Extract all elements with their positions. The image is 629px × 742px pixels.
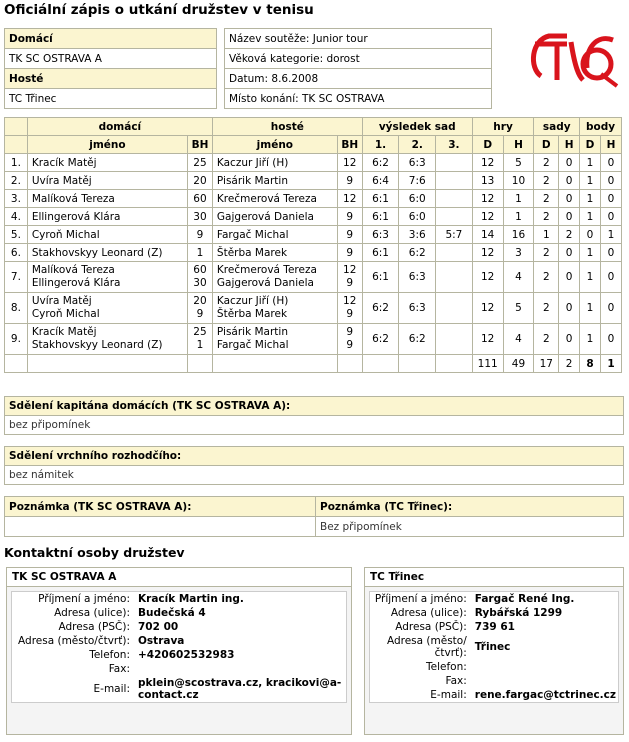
set3 xyxy=(436,208,473,226)
col-h: H xyxy=(559,136,580,154)
set3 xyxy=(436,324,473,355)
points-d: 1 xyxy=(580,244,601,262)
set2: 7:6 xyxy=(399,172,436,190)
match-info-box xyxy=(224,28,492,109)
games-h: 5 xyxy=(503,293,534,324)
home-player: Kracík Matěj xyxy=(27,154,187,172)
table-row xyxy=(5,154,622,172)
total-sets-d: 17 xyxy=(534,355,559,373)
referee-text: bez námitek xyxy=(9,469,74,481)
set1: 6:1 xyxy=(362,190,399,208)
sets-h: 0 xyxy=(559,324,580,355)
guest-player: Fargač Michal xyxy=(212,226,337,244)
totals-row xyxy=(5,355,622,373)
games-h: 3 xyxy=(503,244,534,262)
set3 xyxy=(436,190,473,208)
points-d: 1 xyxy=(580,208,601,226)
set1: 6:4 xyxy=(362,172,399,190)
total-games-d: 111 xyxy=(472,355,503,373)
set1: 6:1 xyxy=(362,208,399,226)
games-h: 5 xyxy=(503,154,534,172)
guest-player: Pisárik Martin xyxy=(212,172,337,190)
referee-label: Sdělení vrchního rozhodčího: xyxy=(5,447,623,466)
games-h: 4 xyxy=(503,262,534,293)
home-players-1: Malíková Tereza xyxy=(31,264,115,276)
points-h: 0 xyxy=(600,293,621,324)
col-guest: hosté xyxy=(212,118,362,136)
sets-h: 0 xyxy=(559,208,580,226)
guest-bh xyxy=(337,262,362,293)
home-label: Domácí xyxy=(5,29,217,49)
col-home: domácí xyxy=(27,118,212,136)
captain-text: bez připomínek xyxy=(9,419,91,431)
home-bh-2: 30 xyxy=(193,277,207,289)
games-h: 4 xyxy=(503,324,534,355)
contact-guest-name: Fargač René Ing. xyxy=(474,593,575,605)
home-players xyxy=(27,293,187,324)
col-sets-result: výsledek sad xyxy=(362,118,472,136)
row-number: 8. xyxy=(5,293,28,324)
games-d: 12 xyxy=(472,190,503,208)
games-h: 1 xyxy=(503,208,534,226)
home-bh: 30 xyxy=(188,208,213,226)
contact-home-street: Budečská 4 xyxy=(138,607,206,619)
contact-guest-email[interactable]: rene.fargac@tctrinec.cz xyxy=(474,689,616,701)
set1: 6:1 xyxy=(362,262,399,293)
col-games: hry xyxy=(472,118,534,136)
guest-label: Hosté xyxy=(5,69,217,89)
guest-team: TC Třinec xyxy=(5,89,217,109)
col-set2: 2. xyxy=(399,136,436,154)
games-d: 12 xyxy=(472,244,503,262)
table-row xyxy=(5,190,622,208)
notes-table xyxy=(4,496,624,537)
home-bh: 9 xyxy=(188,226,213,244)
points-d: 1 xyxy=(580,324,601,355)
home-bh-1: 25 xyxy=(193,326,207,338)
games-d: 14 xyxy=(472,226,503,244)
games-d: 12 xyxy=(472,324,503,355)
home-bh-1: 60 xyxy=(193,264,207,276)
contact-home-zip: 702 00 xyxy=(138,621,179,633)
col-points: body xyxy=(580,118,622,136)
home-players-1: Uvíra Matěj xyxy=(31,295,92,307)
guest-players xyxy=(212,324,337,355)
sets-d: 2 xyxy=(534,172,559,190)
contact-home-city: Ostrava xyxy=(138,635,185,647)
home-bh: 60 xyxy=(188,190,213,208)
set2: 6:3 xyxy=(399,154,436,172)
guest-bh: 12 xyxy=(337,154,362,172)
guest-bh: 9 xyxy=(337,208,362,226)
home-player: Uvíra Matěj xyxy=(27,172,187,190)
row-number: 1. xyxy=(5,154,28,172)
venue: Místo konání: TK SC OSTRAVA xyxy=(225,89,492,109)
guest-bh: 12 xyxy=(337,190,362,208)
sets-d: 2 xyxy=(534,324,559,355)
guest-bh-2: 9 xyxy=(346,308,354,320)
contact-home-name: Kracík Martin ing. xyxy=(138,593,244,605)
points-h: 0 xyxy=(600,190,621,208)
col-h: H xyxy=(600,136,621,154)
sets-h: 0 xyxy=(559,262,580,293)
points-d: 1 xyxy=(580,293,601,324)
set3 xyxy=(436,172,473,190)
guest-players-1: Kaczur Jiří (H) xyxy=(216,295,289,307)
home-bh xyxy=(188,293,213,324)
doubles-rows xyxy=(5,262,622,355)
points-h: 0 xyxy=(600,262,621,293)
home-players xyxy=(27,262,187,293)
games-d: 12 xyxy=(472,208,503,226)
points-d: 1 xyxy=(580,262,601,293)
sets-d: 2 xyxy=(534,262,559,293)
home-note-label: Poznámka (TK SC OSTRAVA A): xyxy=(5,497,316,517)
row-number: 7. xyxy=(5,262,28,293)
total-points-d: 8 xyxy=(580,355,601,373)
games-d: 12 xyxy=(472,154,503,172)
games-h: 16 xyxy=(503,226,534,244)
home-bh-2: 9 xyxy=(196,308,204,320)
total-points-h: 1 xyxy=(600,355,621,373)
club-logo-icon xyxy=(527,28,621,88)
sets-h: 2 xyxy=(559,226,580,244)
sets-d: 2 xyxy=(534,190,559,208)
games-d: 13 xyxy=(472,172,503,190)
home-players-2: Cyroň Michal xyxy=(31,308,100,320)
set1: 6:1 xyxy=(362,244,399,262)
competition: Název soutěže: Junior tour xyxy=(225,29,492,49)
set2: 6:3 xyxy=(399,262,436,293)
col-h: H xyxy=(503,136,534,154)
set2: 6:2 xyxy=(399,244,436,262)
set2: 6:3 xyxy=(399,293,436,324)
results-table xyxy=(4,117,622,373)
contact-home-email[interactable]: pklein@scostrava.cz, kracikovi@a-contact.cz xyxy=(138,677,342,701)
set1: 6:2 xyxy=(362,324,399,355)
sets-d: 2 xyxy=(534,208,559,226)
contact-guest-city: Třinec xyxy=(474,641,511,653)
points-h: 1 xyxy=(600,226,621,244)
table-row xyxy=(5,172,622,190)
home-bh-1: 20 xyxy=(193,295,207,307)
contact-guest-street: Rybářská 1299 xyxy=(474,607,563,619)
points-h: 0 xyxy=(600,244,621,262)
date: Datum: 8.6.2008 xyxy=(225,69,492,89)
guest-bh-1: 12 xyxy=(343,264,357,276)
guest-bh xyxy=(337,324,362,355)
guest-bh-2: 9 xyxy=(346,339,354,351)
set1: 6:2 xyxy=(362,154,399,172)
total-sets-h: 2 xyxy=(559,355,580,373)
set1: 6:3 xyxy=(362,226,399,244)
contact-home: TK SC OSTRAVA A Příjmení a jméno: Kracík Martin ing. Adresa (ulice): Budečská 4 Adresa (PSČ): 702 00 Adresa (město/čtvrť): Ostrava Telefon: +420602532983 Fax: E-mail: pklein@scostrava.cz, kracikovi@a-contact.cz xyxy=(6,567,352,735)
home-player: Cyroň Michal xyxy=(27,226,187,244)
games-h: 1 xyxy=(503,190,534,208)
sets-h: 0 xyxy=(559,293,580,324)
table-row xyxy=(5,244,622,262)
col-set3: 3. xyxy=(436,136,473,154)
guest-bh: 9 xyxy=(337,226,362,244)
guest-players-2: Štěrba Marek xyxy=(216,308,288,320)
row-number: 2. xyxy=(5,172,28,190)
row-number: 9. xyxy=(5,324,28,355)
col-d: D xyxy=(580,136,601,154)
guest-players-2: Gajgerová Daniela xyxy=(216,277,314,289)
contact-guest-zip: 739 61 xyxy=(474,621,515,633)
points-d: 1 xyxy=(580,154,601,172)
guest-players xyxy=(212,293,337,324)
sets-d: 2 xyxy=(534,154,559,172)
set2: 6:0 xyxy=(399,208,436,226)
guest-players-1: Krečmerová Tereza xyxy=(216,264,317,276)
sets-d: 1 xyxy=(534,226,559,244)
sets-d: 2 xyxy=(534,293,559,324)
guest-player: Gajgerová Daniela xyxy=(212,208,337,226)
guest-bh-1: 9 xyxy=(346,326,354,338)
guest-players-2: Fargač Michal xyxy=(216,339,289,351)
captain-message xyxy=(4,396,624,435)
col-set1: 1. xyxy=(362,136,399,154)
set2: 6:2 xyxy=(399,324,436,355)
guest-player: Kaczur Jiří (H) xyxy=(212,154,337,172)
teams-box xyxy=(4,28,217,109)
home-players-2: Ellingerová Klára xyxy=(31,277,121,289)
points-d: 1 xyxy=(580,190,601,208)
guest-bh-1: 12 xyxy=(343,295,357,307)
table-row xyxy=(5,208,622,226)
games-d: 12 xyxy=(472,293,503,324)
col-d: D xyxy=(534,136,559,154)
contact-home-phone: +420602532983 xyxy=(138,649,235,661)
guest-bh: 9 xyxy=(337,244,362,262)
contact-home-team: TK SC OSTRAVA A xyxy=(7,568,351,587)
contact-guest: TC Třinec Příjmení a jméno: Fargač René Ing. Adresa (ulice): Rybářská 1299 Adresa (PSČ): 739 61 Adresa (město/čtvrť): Třinec Telefon: Fax: E-mail: rene.fargac@tctrinec.cz xyxy=(364,567,624,735)
home-team: TK SC OSTRAVA A xyxy=(5,49,217,69)
home-bh: 20 xyxy=(188,172,213,190)
sets-h: 0 xyxy=(559,244,580,262)
page-title: Oficiální zápis o utkání družstev v tenisu xyxy=(4,2,314,18)
col-sets: sady xyxy=(534,118,580,136)
games-h: 10 xyxy=(503,172,534,190)
points-h: 0 xyxy=(600,324,621,355)
captain-label: Sdělení kapitána domácích (TK SC OSTRAVA A): xyxy=(5,397,623,416)
row-number: 4. xyxy=(5,208,28,226)
points-d: 0 xyxy=(580,226,601,244)
guest-bh-2: 9 xyxy=(346,277,354,289)
set3 xyxy=(436,293,473,324)
sets-h: 0 xyxy=(559,154,580,172)
contact-guest-phone xyxy=(473,660,618,674)
contacts-title: Kontaktní osoby družstev xyxy=(4,545,185,560)
home-players-1: Kracík Matěj xyxy=(31,326,97,338)
home-player: Stakhovskyy Leonard (Z) xyxy=(27,244,187,262)
row-number: 5. xyxy=(5,226,28,244)
guest-bh xyxy=(337,293,362,324)
referee-message xyxy=(4,446,624,485)
col-d: D xyxy=(472,136,503,154)
set3: 5:7 xyxy=(436,226,473,244)
set2: 6:0 xyxy=(399,190,436,208)
set3 xyxy=(436,244,473,262)
contact-guest-fax xyxy=(473,674,618,688)
table-row xyxy=(5,226,622,244)
col-name: jméno xyxy=(212,136,337,154)
home-bh xyxy=(188,324,213,355)
home-players xyxy=(27,324,187,355)
col-bh: BH xyxy=(188,136,213,154)
guest-players-1: Pisárik Martin xyxy=(216,326,288,338)
points-h: 0 xyxy=(600,208,621,226)
set3 xyxy=(436,154,473,172)
col-bh: BH xyxy=(337,136,362,154)
table-row xyxy=(5,262,622,293)
sets-h: 0 xyxy=(559,172,580,190)
category: Věková kategorie: dorost xyxy=(225,49,492,69)
table-row xyxy=(5,293,622,324)
guest-player: Krečmerová Tereza xyxy=(212,190,337,208)
guest-bh: 9 xyxy=(337,172,362,190)
games-d: 12 xyxy=(472,262,503,293)
home-bh: 1 xyxy=(188,244,213,262)
home-player: Malíková Tereza xyxy=(27,190,187,208)
set3 xyxy=(436,262,473,293)
total-games-h: 49 xyxy=(503,355,534,373)
guest-note-label: Poznámka (TC Třinec): xyxy=(316,497,624,517)
guest-player: Štěrba Marek xyxy=(212,244,337,262)
set2: 3:6 xyxy=(399,226,436,244)
singles-rows xyxy=(5,154,622,262)
home-player: Ellingerová Klára xyxy=(27,208,187,226)
col-name: jméno xyxy=(27,136,187,154)
contact-home-fax xyxy=(136,662,346,676)
guest-players xyxy=(212,262,337,293)
points-h: 0 xyxy=(600,172,621,190)
points-d: 1 xyxy=(580,172,601,190)
sets-h: 0 xyxy=(559,190,580,208)
home-note-text xyxy=(5,517,316,537)
home-bh xyxy=(188,262,213,293)
home-bh-2: 1 xyxy=(196,339,204,351)
row-number: 6. xyxy=(5,244,28,262)
home-players-2: Stakhovskyy Leonard (Z) xyxy=(31,339,163,351)
table-row xyxy=(5,324,622,355)
guest-note-text: Bez připomínek xyxy=(316,517,624,537)
sets-d: 2 xyxy=(534,244,559,262)
contact-guest-team: TC Třinec xyxy=(365,568,623,587)
home-bh: 25 xyxy=(188,154,213,172)
row-number: 3. xyxy=(5,190,28,208)
points-h: 0 xyxy=(600,154,621,172)
set1: 6:2 xyxy=(362,293,399,324)
